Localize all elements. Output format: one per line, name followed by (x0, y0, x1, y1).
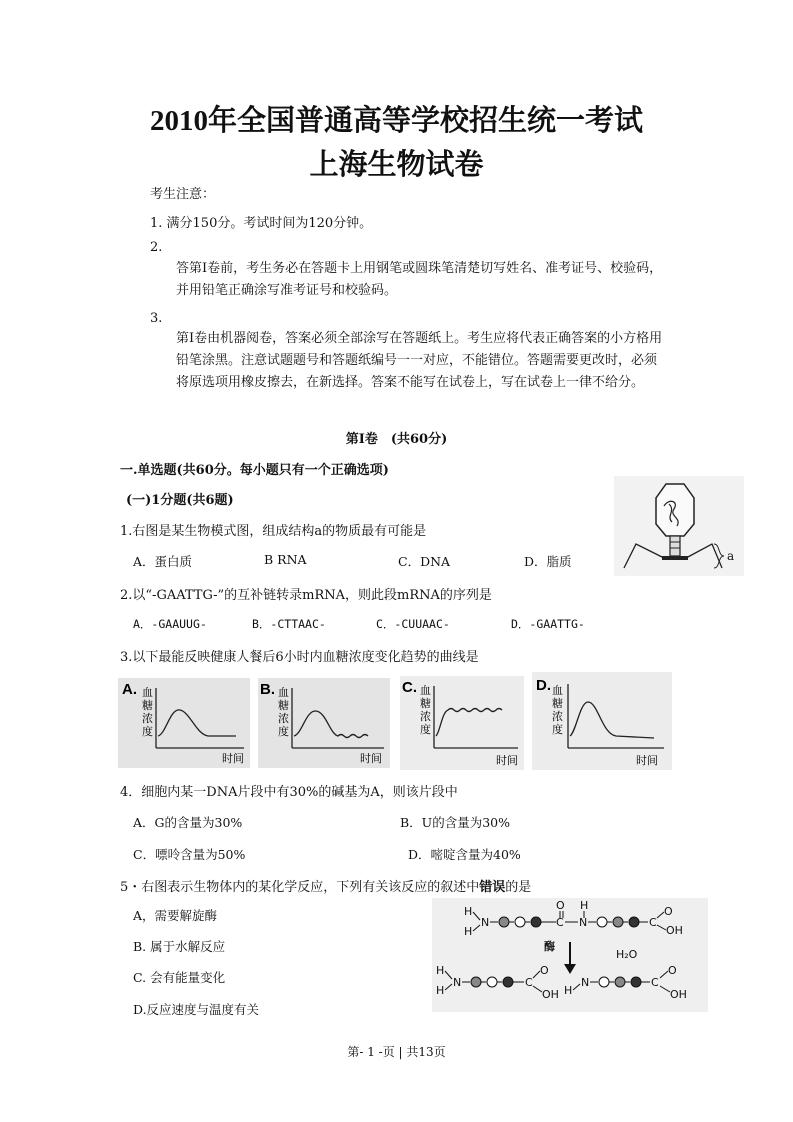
q5-option-c: C. 会有能量变化 (133, 970, 226, 985)
product2-oh: OH (670, 988, 687, 1001)
part-heading: 一.单选题(共60分。每小题只有一个正确选项) (120, 463, 389, 478)
graph-d-ylabel-2: 糖 (552, 697, 563, 710)
graph-c-ylabel-4: 度 (420, 723, 431, 736)
graph-b-xlabel: 时间 (360, 752, 382, 765)
notice-heading: 考生注意： (150, 187, 216, 202)
graph-d-letter: D. (536, 677, 551, 694)
phage-label-a: a (727, 549, 735, 563)
graph-b-ylabel-2: 糖 (278, 699, 289, 712)
q5-stem-emphasis: 错误 (479, 880, 506, 895)
q5-option-a: A，需要解旋酶 (133, 908, 218, 923)
q5-stem-post: 的是 (505, 880, 532, 895)
graph-b-ylabel-3: 浓 (278, 712, 289, 725)
graph-a-ylabel-4: 度 (142, 725, 153, 738)
graph-c-ylabel-1: 血 (420, 684, 431, 697)
q1-option-c: C．DNA (398, 554, 451, 569)
product1-c: C (525, 976, 533, 989)
exam-title: 2010年全国普通高等学校招生统一考试 (149, 105, 643, 137)
product2-o: O (668, 964, 677, 977)
graph-c-letter: C. (402, 679, 417, 696)
reactant-n-mid: N (579, 916, 588, 929)
reactant-c-right: C (649, 916, 657, 929)
product2-h: H (564, 984, 573, 997)
reactant-o-right: O (664, 905, 673, 918)
water-label: H₂O (616, 948, 638, 961)
graph-a-xlabel: 时间 (222, 752, 244, 765)
q2-option-c: C．-CUUAAC- (376, 617, 450, 631)
q5-stem (120, 876, 531, 895)
graph-c-ylabel-2: 糖 (420, 697, 431, 710)
graph-a-ylabel-1: 血 (142, 686, 153, 699)
reactant-c: C (556, 916, 564, 929)
q3-graph-c (400, 676, 524, 770)
notice-item-2-number: 2. (150, 240, 163, 255)
q2-option-a: A．-GAAUUG- (133, 617, 207, 631)
q2-stem: 2.以“-GAATTG-”的互补链转录mRNA，则此段mRNA的序列是 (120, 588, 492, 603)
q3-graph-b (258, 678, 390, 768)
q1-option-b: B RNA (264, 552, 307, 567)
graph-d-xlabel: 时间 (636, 754, 658, 767)
enzyme-label: 酶 (544, 940, 555, 953)
reactant-h-bottom: H (464, 925, 473, 938)
q4-option-b: B．U的含量为30% (400, 815, 511, 830)
reactant-n-left: N (481, 916, 490, 929)
product1-o: O (540, 964, 549, 977)
graph-d-ylabel-3: 浓 (552, 710, 563, 723)
graph-a-ylabel-2: 糖 (142, 699, 153, 712)
reactant-o-top: O (556, 899, 565, 912)
product1-oh: OH (542, 988, 559, 1001)
q3-graph-a (118, 678, 250, 768)
graph-b-ylabel-4: 度 (278, 725, 289, 738)
graph-d-ylabel-4: 度 (552, 723, 563, 736)
page-footer: 第- 1 -页 | 共13页 (347, 1045, 446, 1059)
volume-heading: 第Ⅰ卷 (共60分) (345, 432, 448, 447)
graph-c-ylabel-3: 浓 (420, 710, 431, 723)
product1-n: N (453, 976, 462, 989)
product2-c: C (651, 976, 659, 989)
reactant-h-top: H (464, 905, 473, 918)
subpart-heading: (一)1分题(共6题) (126, 493, 234, 508)
graph-d-ylabel-1: 血 (552, 684, 563, 697)
graph-a-letter: A. (122, 681, 137, 698)
q4-option-a: A．G的含量为30% (133, 815, 243, 830)
q4-stem: 4．细胞内某一DNA片段中有30%的碱基为A，则该片段中 (120, 785, 458, 800)
q1-option-d: D．脂质 (524, 554, 572, 569)
notice-item-2-text: 答第Ⅰ卷前，考生务必在答题卡上用钢笔或圆珠笔清楚切写姓名、准考证号、校验码，并用铅笔正确涂写准考证号和校验码。 (176, 261, 663, 298)
exam-subtitle: 上海生物试卷 (309, 149, 484, 181)
graph-b-ylabel-1: 血 (278, 686, 289, 699)
q5-option-d: D.反应速度与温度有关 (133, 1002, 260, 1017)
notice-item-1: 1. 满分150分。考试时间为120分钟。 (150, 216, 373, 231)
graph-a-ylabel-3: 浓 (142, 712, 153, 725)
graph-b-letter: B. (260, 681, 275, 698)
q5-stem-pre: 5・右图表示生物体内的某化学反应，下列有关该反应的叙述中 (120, 880, 480, 895)
phage-diagram (614, 476, 744, 576)
notice-item-3-text: 第Ⅰ卷由机器阅卷，答案必须全部涂写在答题纸上。考生应将代表正确答案的小方格用铅笔涂黑。注意试题题号和答题纸编号一一对应，不能错位。答题需要更改时，必须将原选项用橡皮擦去，在新选择。答案不能写在试卷上，写在试卷上一律不给分。 (176, 331, 663, 390)
product1-h2: H (436, 984, 445, 997)
product2-n: N (581, 976, 590, 989)
reactant-oh-right: OH (666, 924, 683, 937)
q5-reaction-diagram (432, 898, 708, 1012)
q4-option-c: C．嘌呤含量为50% (133, 847, 246, 862)
q1-option-a: A．蛋白质 (133, 554, 193, 569)
q1-stem: 1.右图是某生物模式图，组成结构a的物质最有可能是 (120, 524, 427, 539)
reactant-h-n: H (580, 899, 589, 912)
graph-c-xlabel: 时间 (496, 754, 518, 767)
notice-item-3-number: 3. (150, 311, 163, 326)
product1-h1: H (436, 964, 445, 977)
q3-graph-d (532, 672, 672, 770)
q3-stem: 3.以下最能反映健康人餐后6小时内血糖浓度变化趋势的曲线是 (120, 650, 479, 665)
q2-option-b: B．-CTTAAC- (252, 617, 326, 631)
q4-option-d: D．嘧啶含量为40% (408, 847, 521, 862)
q5-option-b: B. 属于水解反应 (133, 939, 226, 954)
q2-option-d: D．-GAATTG- (511, 617, 585, 631)
